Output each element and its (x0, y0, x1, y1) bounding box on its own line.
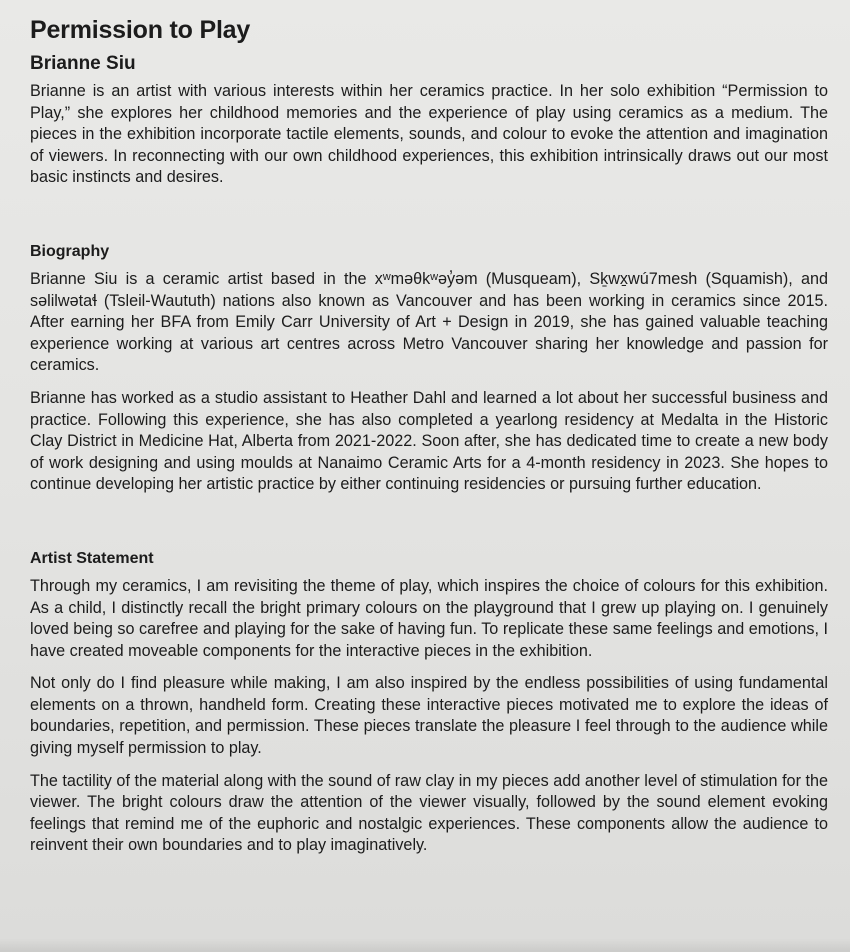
statement-paragraph: Through my ceramics, I am revisiting the theme of play, which inspires the choice of colours for this exhibition. As a child, I distinctly recall the bright primary colours on the playground that I grew up playing on. I genuinely loved being so carefree and playing for the sake of having fun. To replicate these same feelings and emotions, I have created moveable components for the interactive pieces in the exhibition. (30, 576, 828, 660)
section-spacer (30, 189, 828, 241)
intro-paragraph: Brianne is an artist with various interests within her ceramics practice. In her solo exhibition “Permission to Play,” she explores her childhood memories and the experience of play using ceramics as a medium. The pieces in the exhibition incorporate tactile elements, sounds, and colour to evoke the attention and imagination of viewers. In reconnecting with our own childhood experiences, this exhibition intrinsically draws out our most basic instincts and desires. (30, 82, 828, 187)
statement-paragraph: Not only do I find pleasure while making, I am also inspired by the endless possibilities of using fundamental elements on a thrown, handheld form. Creating these interactive pieces motivated me to explore the ideas of boundaries, repetition, and permission. These pieces translate the pleasure I feel through to the audience while giving myself permission to play. (30, 674, 828, 758)
section-spacer (30, 496, 828, 548)
exhibition-title: Permission to Play (30, 16, 251, 44)
biography-paragraph: Brianne Siu is a ceramic artist based in the xʷməθkʷəy̓əm (Musqueam), Sḵwx̱wú7mesh (Squamish), and səlilwətaɬ (Tsleil-Waututh) nations also known as Vancouver and has been working in ceramics since 2015. After earning her BFA from Emily Carr University of Art + Design in 2019, she has gained valuable teaching experience working at various art centres across Metro Vancouver sharing her knowledge and passion for ceramics. (30, 269, 828, 375)
artist-statement-heading: Artist Statement (30, 549, 154, 567)
statement-paragraph: The tactility of the material along with the sound of raw clay in my pieces add another level of stimulation for the viewer. The bright colours draw the attention of the viewer visually, followed by the sound element evoking feelings that remind me of the euphoric and nostalgic experiences. These components allow the audience to reinvent their own boundaries and to play imaginatively. (30, 771, 828, 855)
artist-name: Brianne Siu (30, 53, 136, 74)
artist-statement-section (30, 548, 828, 857)
biography-section (30, 241, 828, 496)
biography-heading: Biography (30, 242, 110, 260)
biography-paragraph: Brianne has worked as a studio assistant to Heather Dahl and learned a lot about her successful business and practice. Following this experience, she has also completed a yearlong residency at Medalta in the Historic Clay District in Medicine Hat, Alberta from 2021-2022. Soon after, she has dedicated time to create a new body of work designing and using moulds at Nanaimo Ceramic Arts for a 4-month residency in 2023. She hopes to continue developing her artistic practice by either continuing residencies or pursuing further education. (30, 388, 828, 494)
